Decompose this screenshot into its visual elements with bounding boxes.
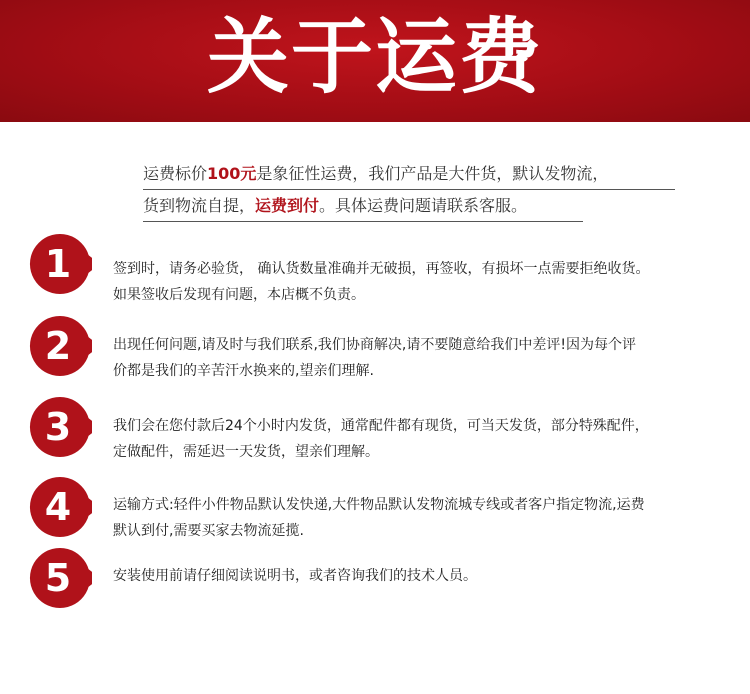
- item-line: 如果签收后发现有问题，本店概不负责。: [113, 287, 365, 303]
- shipping-intro: [143, 160, 683, 224]
- badge-number: 3: [44, 405, 72, 449]
- item-line: 签到时，请务必验货， 确认货数量准确并无破损，再签收，有损坏一点需要拒绝收货。: [113, 261, 650, 277]
- intro-text-2b: 。具体运费问题请联系客服。: [319, 196, 528, 215]
- badge-number: 2: [44, 324, 72, 368]
- number-badge-1: [28, 232, 92, 296]
- intro-text-1a: 运费标价: [143, 164, 208, 183]
- item-line: 默认到付,需要买家去物流延揽.: [113, 523, 304, 539]
- number-badge-2: [28, 314, 92, 378]
- intro-price: 100元: [207, 164, 257, 183]
- item-line: 我们会在您付款后24个小时内发货，通常配件都有现货，可当天发货，部分特殊配件，: [113, 418, 649, 434]
- item-line: 出现任何问题,请及时与我们联系,我们协商解决,请不要随意给我们中差评!因为每个评: [113, 337, 636, 353]
- page-title: 关于运费: [206, 10, 543, 105]
- intro-line-2: [143, 192, 583, 222]
- item-line: 定做配件，需延迟一天发货，望亲们理解。: [113, 444, 379, 460]
- badge-number: 4: [44, 485, 72, 529]
- intro-text-1b: 是象征性运费，我们产品是大件货，默认发物流，: [256, 164, 609, 183]
- number-badge-3: [28, 395, 92, 459]
- intro-text-2a: 货到物流自提，: [143, 196, 256, 215]
- item-line: 安装使用前请仔细阅读说明书，或者咨询我们的技术人员。: [113, 568, 477, 584]
- intro-freight-collect: 运费到付: [255, 196, 320, 215]
- item-line: 运输方式:轻件小件物品默认发快递,大件物品默认发物流城专线或者客户指定物流,运费: [113, 497, 645, 513]
- badge-number: 1: [44, 242, 72, 286]
- badge-number: 5: [44, 556, 72, 600]
- item-line: 价都是我们的辛苦汗水换来的,望亲们理解.: [113, 363, 374, 379]
- number-badge-5: [28, 546, 92, 610]
- item-text: [113, 256, 725, 308]
- number-badge-4: [28, 475, 92, 539]
- header-banner: [0, 0, 750, 122]
- item-text: [113, 492, 725, 544]
- item-text: [113, 413, 725, 465]
- intro-line-1: [143, 160, 675, 190]
- item-text: [113, 563, 725, 589]
- item-text: [113, 332, 725, 384]
